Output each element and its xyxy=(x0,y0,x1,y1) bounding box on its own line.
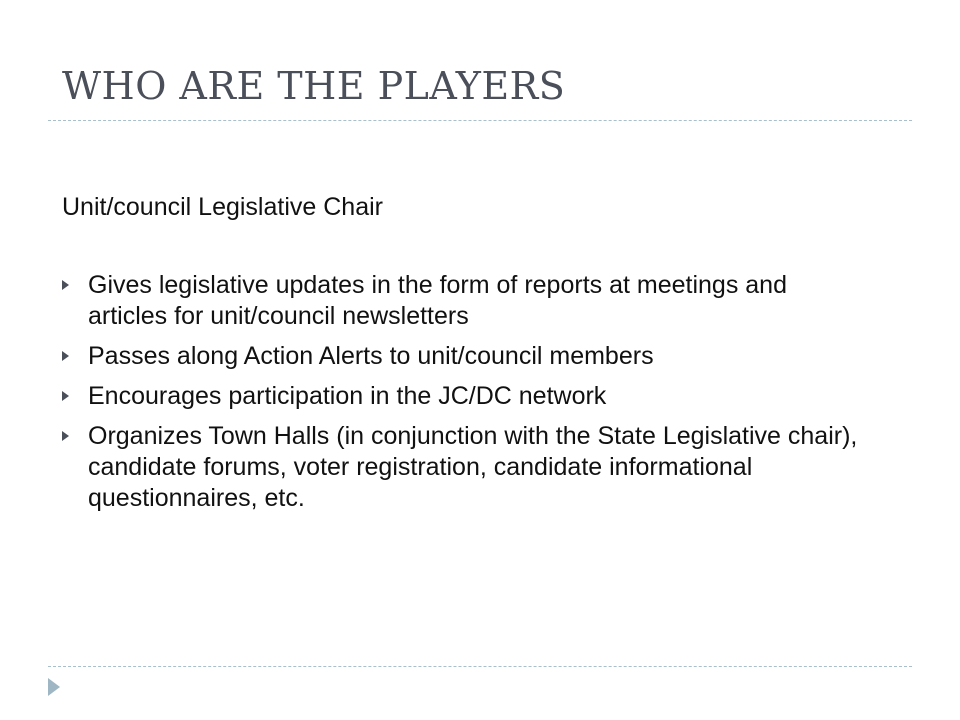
slide-content xyxy=(62,190,862,523)
bullet-text: Passes along Action Alerts to unit/council members xyxy=(88,342,654,370)
bullet-item xyxy=(62,381,862,412)
triangle-right-icon xyxy=(62,391,69,401)
bullet-text: Gives legislative updates in the form of reports at meetings and articles for unit/council newsletters xyxy=(88,271,787,330)
bullet-item xyxy=(62,341,862,372)
triangle-right-icon xyxy=(62,351,69,361)
title-divider xyxy=(48,120,912,121)
footer-divider xyxy=(48,666,912,667)
subheading: Unit/council Legislative Chair xyxy=(62,193,383,221)
triangle-right-icon xyxy=(48,678,60,696)
bullet-list xyxy=(62,270,862,514)
bullet-text: Encourages participation in the JC/DC network xyxy=(88,382,607,410)
bullet-text: Organizes Town Halls (in conjunction with the State Legislative chair), candidate forums, voter registration, candidate informational questionnaires, etc. xyxy=(88,422,858,512)
bullet-item xyxy=(62,421,862,514)
triangle-right-icon xyxy=(62,431,69,441)
slide-title: WHO ARE THE PLAYERS xyxy=(62,64,566,108)
triangle-right-icon xyxy=(62,280,69,290)
bullet-item xyxy=(62,270,862,332)
